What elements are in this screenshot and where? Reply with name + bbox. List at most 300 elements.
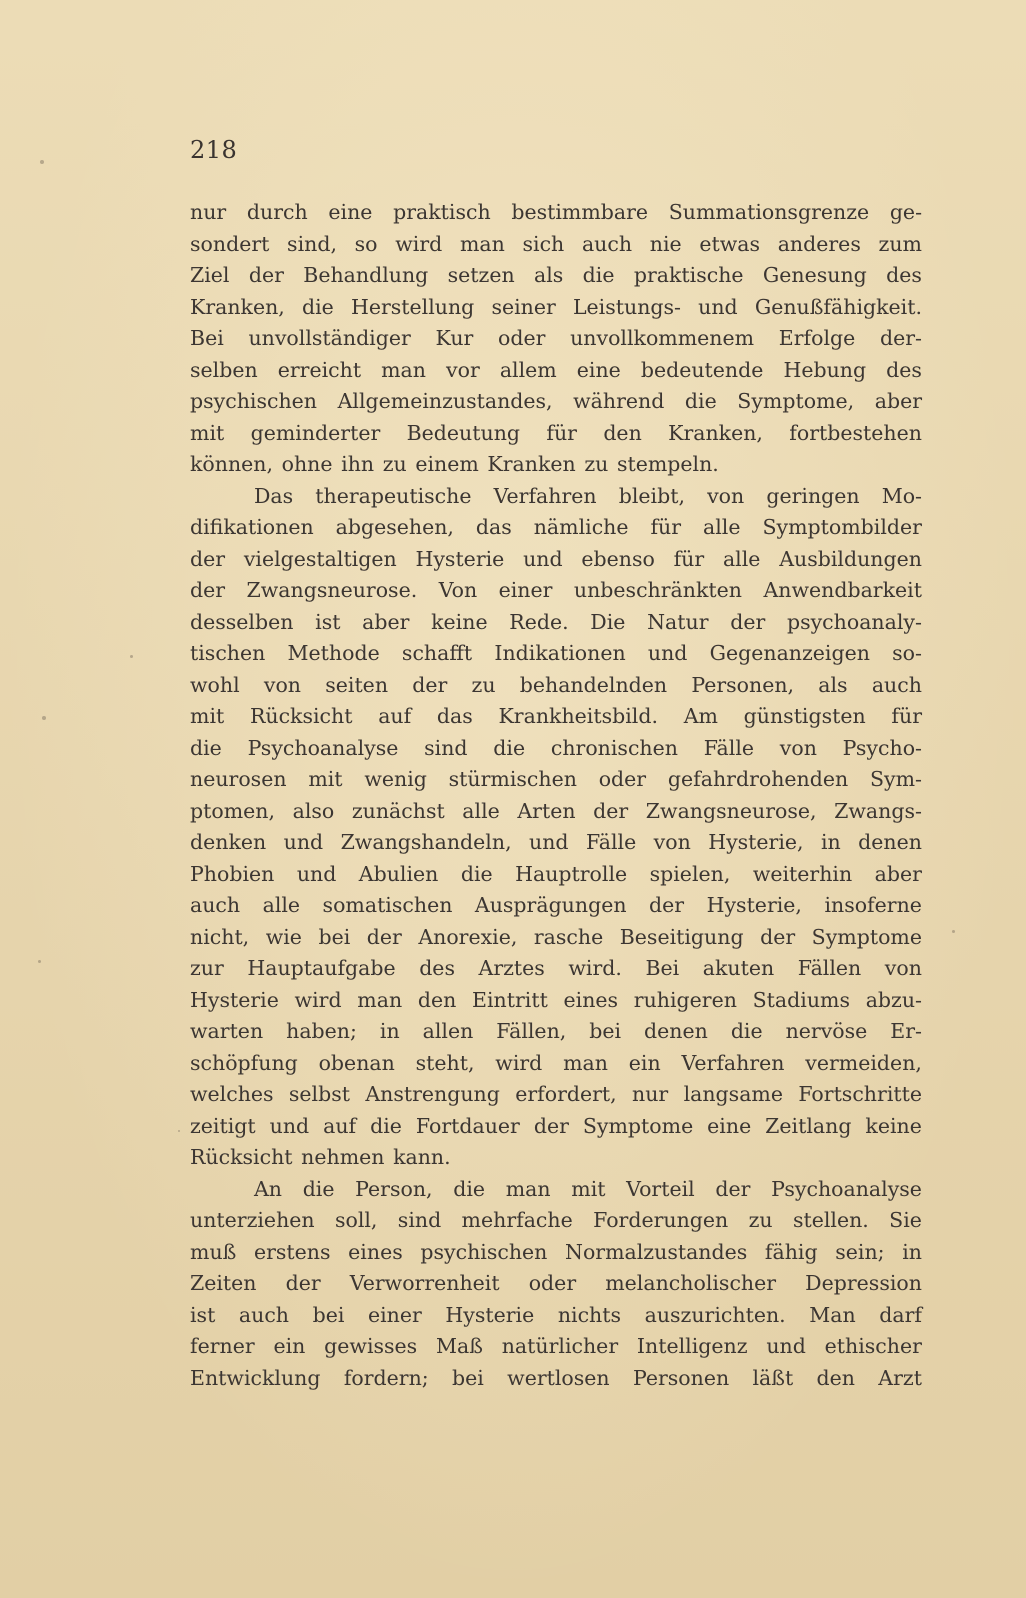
word: Symptombilder xyxy=(762,515,922,539)
word: unbeschränkten xyxy=(573,578,742,602)
word: einem xyxy=(415,452,479,476)
word: denen xyxy=(858,830,922,854)
word: seiten xyxy=(325,672,389,697)
word: bei xyxy=(589,1019,622,1043)
word: fähig xyxy=(764,1239,818,1264)
word: der xyxy=(366,924,402,949)
text-line xyxy=(190,638,922,670)
word: Hysterie xyxy=(415,546,505,571)
word: Hysterie, xyxy=(708,830,804,854)
word: alle xyxy=(462,798,500,823)
text-line xyxy=(190,229,922,261)
word: nichts xyxy=(557,1302,622,1327)
word: neurosen xyxy=(190,767,287,791)
word: fortbestehen xyxy=(789,420,922,445)
word: bestimmbare xyxy=(511,200,649,224)
word: Allgemeinzustandes, xyxy=(337,389,553,413)
word: obenan xyxy=(318,1050,395,1075)
word: ohne xyxy=(281,452,333,476)
word: Erfolge xyxy=(778,326,856,350)
word: Sym- xyxy=(869,767,922,791)
word: mit xyxy=(190,704,225,728)
word: der xyxy=(412,672,448,697)
word: Er- xyxy=(890,1019,922,1043)
word: die xyxy=(190,735,222,760)
word: rasche xyxy=(533,924,604,949)
word: eines xyxy=(563,987,619,1012)
word: Arten xyxy=(517,798,576,823)
text-line xyxy=(190,260,922,292)
word: setzen xyxy=(447,263,515,287)
word: Verfahren xyxy=(681,1050,785,1075)
text-line xyxy=(190,386,922,418)
word: behandelnden xyxy=(519,672,668,697)
word: man xyxy=(381,357,426,382)
word: zu xyxy=(471,672,496,697)
word: eine xyxy=(707,1113,752,1138)
word: der xyxy=(190,546,226,571)
word: Bei xyxy=(645,956,680,980)
word: schöpfung xyxy=(190,1050,298,1075)
word: nervöse xyxy=(785,1019,868,1043)
text-line xyxy=(190,922,922,954)
word: und xyxy=(296,861,337,886)
word: Zwangsneurose. xyxy=(246,578,418,602)
word: Zwangshandeln, xyxy=(340,830,512,854)
word: keine xyxy=(865,1113,922,1138)
word: des xyxy=(886,357,922,382)
word: vor xyxy=(446,357,480,382)
word: der xyxy=(190,578,226,602)
word: von xyxy=(779,735,817,760)
word: so xyxy=(354,231,378,256)
text-line xyxy=(190,418,922,450)
word: natürlicher xyxy=(501,1334,619,1358)
text-line xyxy=(190,1237,922,1269)
word: kann. xyxy=(393,1145,451,1169)
page-number: 218 xyxy=(190,136,238,164)
word: Methode xyxy=(287,641,380,665)
text-line xyxy=(190,575,922,607)
word: Mo- xyxy=(881,483,922,508)
word: ruhigeren xyxy=(633,987,737,1012)
word: Personen xyxy=(632,1365,730,1390)
word: auch xyxy=(238,1302,290,1327)
word: wertlosen xyxy=(507,1365,610,1390)
word: Krankheitsbild. xyxy=(498,704,658,728)
word: Hysterie xyxy=(445,1302,535,1327)
word: akuten xyxy=(702,956,775,980)
word: bei xyxy=(452,1365,484,1390)
text-line xyxy=(190,1363,922,1395)
word: allen xyxy=(422,1019,474,1043)
word: psychischen xyxy=(190,389,318,413)
word: langsame xyxy=(683,1082,783,1106)
word: eines xyxy=(348,1239,403,1264)
word: unvollkommenem xyxy=(570,326,755,350)
word: Entwicklung xyxy=(190,1365,321,1390)
word: die xyxy=(301,294,334,319)
word: nie xyxy=(649,231,682,256)
word: sind, xyxy=(287,231,337,256)
word: abzu- xyxy=(865,987,922,1012)
word: Ziel xyxy=(190,263,230,287)
word: psychischen xyxy=(420,1239,548,1264)
word: und xyxy=(523,546,563,571)
word: insoferne xyxy=(824,893,922,917)
word: alle xyxy=(722,546,761,571)
text-line xyxy=(190,1205,922,1237)
word: soll, xyxy=(334,1208,378,1232)
text-line xyxy=(190,1174,922,1206)
text-line xyxy=(190,607,922,639)
word: ptomen, xyxy=(190,798,275,823)
word: anderes xyxy=(777,231,861,256)
word: Symptome, xyxy=(737,389,855,413)
text-line xyxy=(190,1079,922,1111)
word: nur xyxy=(190,200,227,224)
word: oder xyxy=(528,1271,577,1295)
word: nehmen xyxy=(301,1145,385,1169)
text-line xyxy=(190,1048,922,1080)
word: die xyxy=(730,1019,763,1043)
word: mehrfache xyxy=(461,1208,573,1232)
word: die xyxy=(582,263,615,287)
word: während xyxy=(573,389,665,413)
word: mit xyxy=(190,420,225,445)
word: warten xyxy=(190,1019,264,1043)
word: für xyxy=(546,420,577,445)
text-line xyxy=(190,1268,922,1300)
word: therapeutische xyxy=(315,483,472,508)
text-line xyxy=(190,512,922,544)
word: praktische xyxy=(633,263,744,287)
word: muß xyxy=(190,1239,237,1264)
word: auch xyxy=(581,231,633,256)
word: unvollständiger xyxy=(248,326,411,350)
word: Kranken xyxy=(487,452,576,476)
text-line xyxy=(190,1300,922,1332)
word: An xyxy=(254,1176,283,1201)
word: oder xyxy=(498,326,546,350)
text-line xyxy=(190,827,922,859)
word: das xyxy=(436,704,473,728)
word: Depression xyxy=(805,1271,922,1295)
word: von xyxy=(707,483,745,508)
word: Arztes xyxy=(478,956,545,980)
word: ein xyxy=(628,1050,661,1075)
word: Zeiten xyxy=(190,1271,257,1295)
word: denken xyxy=(190,830,267,854)
word: denen xyxy=(644,1019,708,1043)
word: Maß xyxy=(436,1334,483,1358)
word: Am xyxy=(683,704,718,728)
word: Fortschritte xyxy=(798,1082,922,1106)
word: der xyxy=(285,1271,321,1295)
word: Hysterie xyxy=(190,987,279,1012)
word: etwas xyxy=(699,231,761,256)
word: und xyxy=(269,1113,310,1138)
word: schafft xyxy=(401,641,473,665)
word: die xyxy=(453,1176,486,1201)
word: Intelligenz xyxy=(636,1334,748,1358)
text-line xyxy=(190,701,922,733)
word: die xyxy=(684,389,717,413)
word: Behandlung xyxy=(303,263,429,287)
word: der xyxy=(533,1113,569,1138)
text-line xyxy=(190,859,922,891)
word: zum xyxy=(878,231,922,256)
word: sind xyxy=(397,1208,442,1232)
text-line xyxy=(190,796,922,828)
word: des xyxy=(886,263,922,287)
word: Anwendbarkeit xyxy=(763,578,922,602)
word: Natur xyxy=(647,609,709,634)
word: difikationen xyxy=(190,515,314,539)
word: Anorexie, xyxy=(418,924,518,949)
word: Psychoanalyse xyxy=(771,1176,922,1201)
paper-speck xyxy=(178,1130,180,1132)
word: nur xyxy=(632,1082,669,1106)
word: abgesehen, xyxy=(335,515,454,539)
word: Herstellung xyxy=(350,294,475,319)
word: Kranken, xyxy=(668,420,763,445)
word: einer xyxy=(367,1302,422,1327)
paper-speck xyxy=(952,930,955,933)
word: geringen xyxy=(766,483,860,508)
text-line xyxy=(190,292,922,324)
word: einer xyxy=(498,578,553,602)
text-line xyxy=(190,197,922,229)
word: der xyxy=(593,798,629,823)
word: spielen, xyxy=(649,861,731,886)
word: vermeiden, xyxy=(805,1050,922,1075)
word: stempeln. xyxy=(616,452,719,476)
word: wird xyxy=(294,987,342,1012)
word: Bedeutung xyxy=(406,420,521,445)
word: bleibt, xyxy=(618,483,685,508)
word: ihn xyxy=(341,452,375,476)
word: auf xyxy=(323,1113,357,1138)
word: der xyxy=(730,609,766,634)
word: ethischer xyxy=(824,1334,922,1358)
word: Hauptaufgabe xyxy=(247,956,396,980)
word: der xyxy=(649,893,685,917)
word: also xyxy=(292,798,335,823)
word: die xyxy=(370,1113,402,1138)
word: für xyxy=(650,515,682,539)
text-line xyxy=(190,953,922,985)
word: zur xyxy=(190,956,224,980)
word: Ausbildungen xyxy=(779,546,922,571)
word: Die xyxy=(590,609,626,634)
word: Personen, xyxy=(691,672,795,697)
word: eine xyxy=(328,200,373,224)
word: erfordert, xyxy=(515,1082,617,1106)
text-line xyxy=(190,1142,922,1174)
word: in xyxy=(379,1019,400,1043)
word: psychoanaly- xyxy=(786,609,922,634)
word: den xyxy=(603,420,642,445)
word: ein xyxy=(273,1334,306,1358)
word: als xyxy=(534,263,564,287)
word: von xyxy=(263,672,302,697)
word: selbst xyxy=(288,1082,350,1106)
word: haben; xyxy=(286,1019,357,1043)
word: allem xyxy=(499,357,557,382)
word: der- xyxy=(879,326,922,350)
word: Forderungen xyxy=(593,1208,729,1232)
word: Fällen, xyxy=(496,1019,567,1043)
word: läßt xyxy=(752,1365,794,1390)
word: den xyxy=(417,987,457,1012)
word: Anstrengung xyxy=(365,1082,500,1106)
word: auch xyxy=(871,672,922,697)
word: Summationsgrenze xyxy=(668,200,870,224)
word: Arzt xyxy=(878,1365,922,1390)
paper-speck xyxy=(38,960,41,963)
word: ebenso xyxy=(581,546,655,571)
word: nicht, xyxy=(190,924,250,949)
word: Fortdauer xyxy=(415,1113,520,1138)
word: der xyxy=(248,263,284,287)
word: Psycho- xyxy=(842,735,922,760)
word: Symptome xyxy=(582,1113,694,1138)
word: sondert xyxy=(190,231,270,256)
word: Person, xyxy=(355,1176,433,1201)
word: man xyxy=(505,1176,551,1201)
word: zu xyxy=(748,1208,773,1232)
word: oder xyxy=(598,767,647,791)
word: von xyxy=(884,956,922,980)
text-line xyxy=(190,890,922,922)
word: stürmischen xyxy=(448,767,577,791)
text-line xyxy=(190,355,922,387)
word: sind xyxy=(424,735,468,760)
word: Bei xyxy=(190,326,224,350)
paper-speck xyxy=(130,655,133,658)
text-line xyxy=(190,323,922,355)
text-line xyxy=(190,733,922,765)
word: auszurichten. xyxy=(644,1302,786,1327)
word: erstens xyxy=(253,1239,331,1264)
word: aber xyxy=(874,861,922,886)
word: Leistungs- xyxy=(572,294,681,319)
word: Ausprägungen xyxy=(474,893,627,917)
word: Das xyxy=(254,483,294,508)
word: nämliche xyxy=(533,515,629,539)
word: Verworrenheit xyxy=(349,1271,500,1295)
word: den xyxy=(816,1365,855,1390)
word: zu xyxy=(382,452,407,476)
word: der xyxy=(715,1176,751,1201)
word: Rücksicht xyxy=(249,704,353,728)
word: Sie xyxy=(889,1208,922,1232)
text-line xyxy=(190,449,922,481)
word: die xyxy=(302,1176,335,1201)
word: man xyxy=(357,987,403,1012)
word: Man xyxy=(809,1302,856,1327)
word: Rücksicht xyxy=(190,1145,293,1169)
word: somatischen xyxy=(322,893,453,917)
word: tischen xyxy=(190,641,266,665)
word: bedeutende xyxy=(640,357,764,382)
word: und xyxy=(766,1334,806,1358)
text-line xyxy=(190,1331,922,1363)
word: stellen. xyxy=(792,1208,869,1232)
word: selben xyxy=(190,357,258,382)
word: und xyxy=(698,294,738,319)
word: Psychoanalyse xyxy=(247,735,399,760)
word: eine xyxy=(576,357,621,382)
word: Symptome xyxy=(811,924,922,949)
word: durch xyxy=(246,200,308,224)
word: Eintritt xyxy=(472,987,548,1012)
word: Phobien xyxy=(190,861,275,886)
paper-speck xyxy=(42,716,46,720)
word: können, xyxy=(190,452,274,476)
word: welches xyxy=(190,1082,274,1106)
word: man xyxy=(563,1050,608,1075)
word: weiterhin xyxy=(752,861,853,886)
word: für xyxy=(891,704,922,728)
word: das xyxy=(475,515,512,539)
word: Kur xyxy=(435,326,474,350)
word: günstigsten xyxy=(743,704,866,728)
word: mit xyxy=(308,767,343,791)
word: zeitigt xyxy=(190,1113,256,1138)
text-line xyxy=(190,985,922,1017)
word: desselben xyxy=(190,609,294,634)
word: ge- xyxy=(889,200,922,224)
word: fordern; xyxy=(343,1365,429,1390)
word: bei xyxy=(318,924,351,949)
word: Zwangs- xyxy=(834,798,922,823)
word: Fälle xyxy=(703,735,755,760)
word: melancholischer xyxy=(605,1271,777,1295)
word: Genußfähigkeit. xyxy=(754,294,922,319)
paper-speck xyxy=(40,160,44,164)
word: keine xyxy=(431,609,488,634)
word: erreicht xyxy=(277,357,362,382)
word: Verfahren xyxy=(493,483,597,508)
word: aber xyxy=(874,389,922,413)
word: aber xyxy=(362,609,410,634)
word: ferner xyxy=(190,1334,255,1358)
word: wie xyxy=(265,924,302,949)
word: Fälle xyxy=(585,830,637,854)
word: auch xyxy=(190,893,241,917)
word: Rede. xyxy=(509,609,569,634)
word: und xyxy=(647,641,688,665)
word: ist xyxy=(315,609,341,634)
word: des xyxy=(419,956,455,980)
word: die xyxy=(460,861,493,886)
word: Hauptrolle xyxy=(515,861,628,886)
word: gewisses xyxy=(324,1334,418,1358)
word: Stadiums xyxy=(752,987,850,1012)
word: praktisch xyxy=(393,200,491,224)
text-line xyxy=(190,670,922,702)
word: Hysterie, xyxy=(706,893,802,917)
word: Kranken, xyxy=(190,294,285,319)
word: mit xyxy=(571,1176,606,1201)
text-line xyxy=(190,764,922,796)
text-line xyxy=(190,481,922,513)
word: für xyxy=(673,546,705,571)
word: darf xyxy=(879,1302,922,1327)
word: unterziehen xyxy=(190,1208,315,1232)
